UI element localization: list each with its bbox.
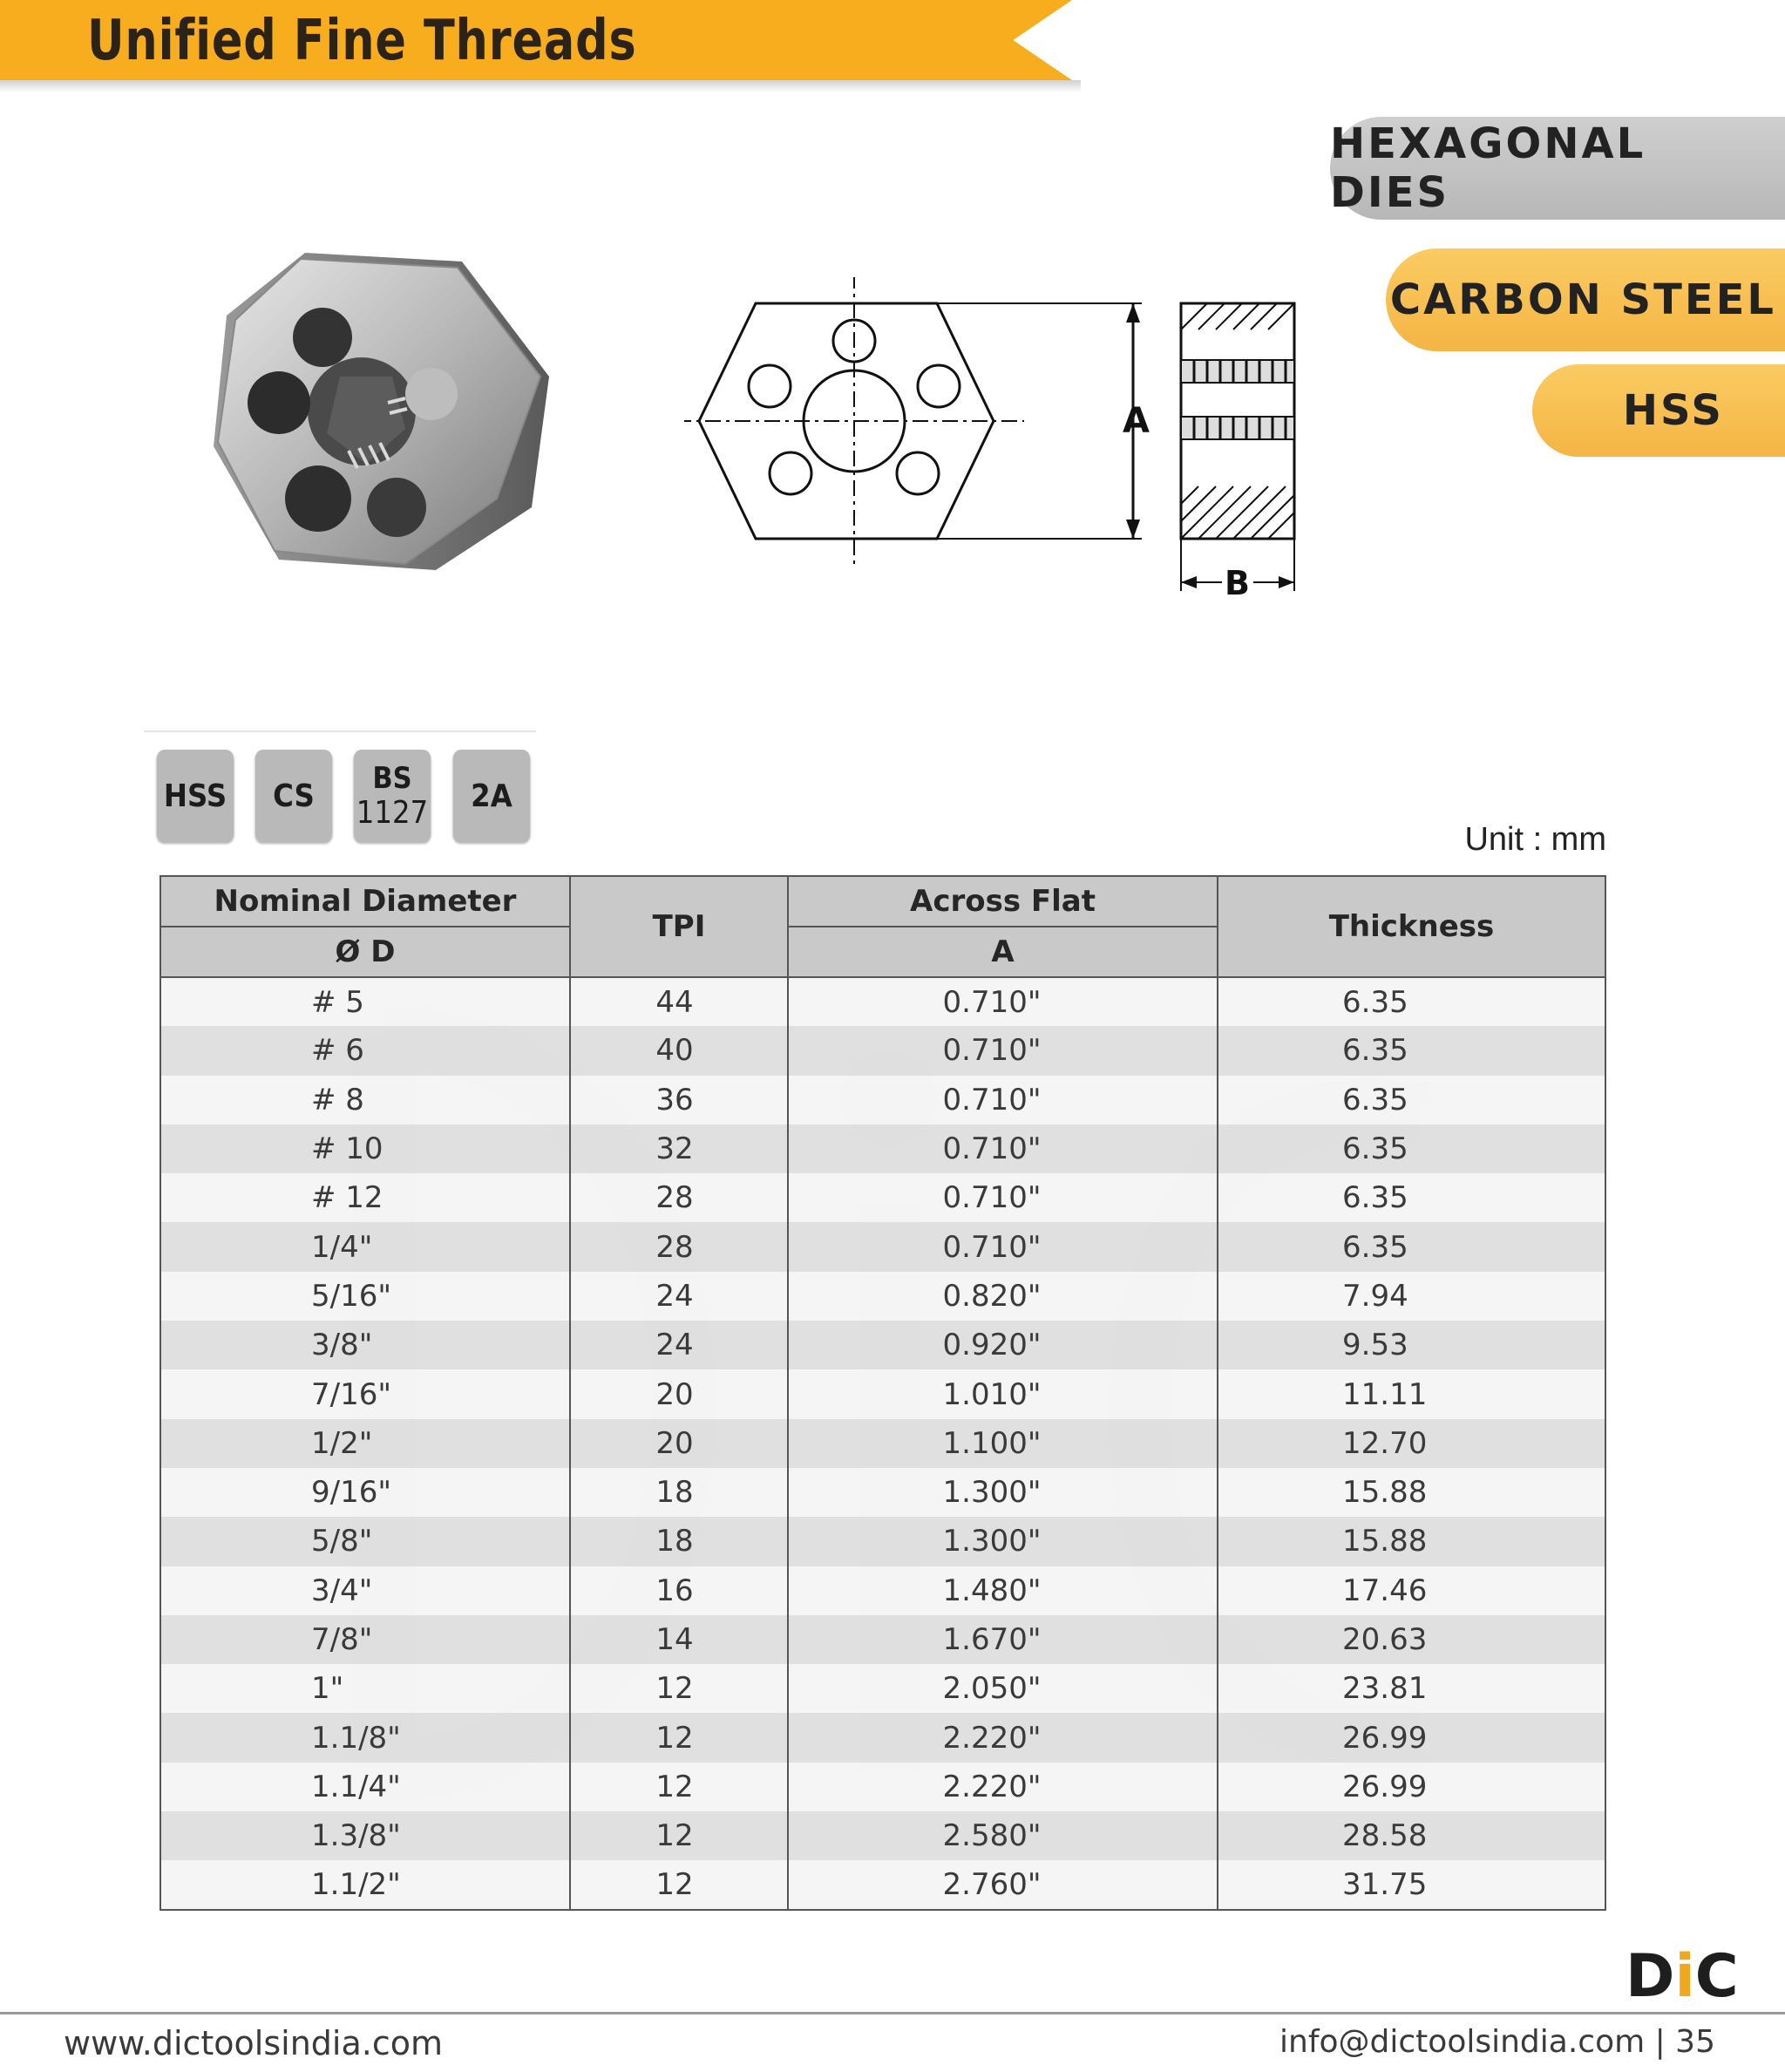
- cell-across-flat: 1.300": [788, 1468, 1218, 1517]
- table-row: [160, 1860, 1605, 1909]
- badge-bs-label: BS: [372, 761, 412, 796]
- cell-tpi: 12: [570, 1811, 788, 1860]
- cell-nominal-diameter: 9/16": [160, 1468, 570, 1517]
- table-row: [160, 1419, 1605, 1468]
- cell-thickness: 7.94: [1218, 1272, 1605, 1321]
- cell-nominal-diameter: 1.1/8": [160, 1713, 570, 1762]
- header-nominal-diameter: Nominal Diameter: [160, 876, 570, 927]
- cell-across-flat: 0.820": [788, 1272, 1218, 1321]
- logo-letter-i: i: [1674, 1942, 1695, 2011]
- cell-tpi: 28: [570, 1173, 788, 1222]
- table-row: [160, 1763, 1605, 1811]
- cell-thickness: 6.35: [1218, 1076, 1605, 1124]
- cell-thickness: 6.35: [1218, 1173, 1605, 1222]
- badge-cs-label: CS: [273, 778, 315, 814]
- cell-thickness: 26.99: [1218, 1713, 1605, 1762]
- badge-hss: [157, 750, 234, 842]
- cell-tpi: 12: [570, 1763, 788, 1811]
- cell-across-flat: 0.710": [788, 1026, 1218, 1075]
- cell-across-flat: 0.710": [788, 1173, 1218, 1222]
- tag-carbon-steel: [1386, 248, 1785, 351]
- footer-divider: [0, 2012, 1785, 2014]
- table-row: [160, 1076, 1605, 1124]
- badge-2a-label: 2A: [471, 778, 512, 814]
- table-row: [160, 1811, 1605, 1860]
- dimension-b-label: B: [1225, 564, 1250, 602]
- cell-nominal-diameter: 1/2": [160, 1419, 570, 1468]
- badge-2a: [453, 750, 530, 842]
- title-banner-shadow: [0, 80, 1081, 92]
- header-across-flat: Across Flat: [788, 876, 1218, 927]
- table-row: [160, 1272, 1605, 1321]
- cell-tpi: 18: [570, 1517, 788, 1566]
- cell-nominal-diameter: 1.1/2": [160, 1860, 570, 1909]
- cell-tpi: 40: [570, 1026, 788, 1075]
- cell-nominal-diameter: 7/8": [160, 1615, 570, 1664]
- badge-bs-1127: [354, 750, 431, 842]
- cell-thickness: 15.88: [1218, 1468, 1605, 1517]
- cell-thickness: 9.53: [1218, 1321, 1605, 1369]
- cell-tpi: 28: [570, 1222, 788, 1271]
- cell-across-flat: 0.710": [788, 1124, 1218, 1173]
- table-row: [160, 1664, 1605, 1713]
- table-row: [160, 1321, 1605, 1369]
- header-tpi: TPI: [570, 876, 788, 977]
- table-row: [160, 1468, 1605, 1517]
- cell-thickness: 6.35: [1218, 1124, 1605, 1173]
- cell-thickness: 12.70: [1218, 1419, 1605, 1468]
- cell-tpi: 44: [570, 977, 788, 1026]
- cell-tpi: 16: [570, 1566, 788, 1615]
- table-row: [160, 1713, 1605, 1762]
- dimension-a-label: A: [1123, 401, 1150, 441]
- cell-thickness: 26.99: [1218, 1763, 1605, 1811]
- cell-nominal-diameter: 3/8": [160, 1321, 570, 1369]
- cell-tpi: 20: [570, 1419, 788, 1468]
- table-row: [160, 1173, 1605, 1222]
- table-row: [160, 1124, 1605, 1173]
- cell-tpi: 12: [570, 1713, 788, 1762]
- tag-hss-label: HSS: [1622, 386, 1724, 435]
- cell-tpi: 20: [570, 1369, 788, 1418]
- cell-nominal-diameter: 1/4": [160, 1222, 570, 1271]
- cell-nominal-diameter: # 6: [160, 1026, 570, 1075]
- cell-thickness: 6.35: [1218, 1026, 1605, 1075]
- cell-nominal-diameter: 1.3/8": [160, 1811, 570, 1860]
- table-row: [160, 1026, 1605, 1075]
- table-header-row: [160, 876, 1605, 927]
- cell-nominal-diameter: # 12: [160, 1173, 570, 1222]
- cell-thickness: 6.35: [1218, 1222, 1605, 1271]
- cell-nominal-diameter: # 8: [160, 1076, 570, 1124]
- cell-across-flat: 1.670": [788, 1615, 1218, 1664]
- cell-nominal-diameter: # 5: [160, 977, 570, 1026]
- badge-divider: [144, 730, 536, 732]
- cell-across-flat: 0.920": [788, 1321, 1218, 1369]
- cell-tpi: 24: [570, 1272, 788, 1321]
- cell-tpi: 36: [570, 1076, 788, 1124]
- logo-letter-d: D: [1626, 1942, 1675, 2011]
- header-diameter-symbol: Ø D: [160, 927, 570, 977]
- cell-thickness: 31.75: [1218, 1860, 1605, 1909]
- thread-spec-table-wrapper: [159, 875, 1606, 1911]
- tag-hexagonal-dies-label: HEXAGONAL DIES: [1330, 119, 1646, 217]
- page-title: Unified Fine Threads: [87, 9, 637, 73]
- cell-across-flat: 2.760": [788, 1860, 1218, 1909]
- logo-letter-c: C: [1694, 1942, 1739, 2011]
- cell-across-flat: 1.480": [788, 1566, 1218, 1615]
- cell-across-flat: 0.710": [788, 1222, 1218, 1271]
- cell-nominal-diameter: 1.1/4": [160, 1763, 570, 1811]
- thread-spec-table: [159, 875, 1606, 1911]
- cell-nominal-diameter: 3/4": [160, 1566, 570, 1615]
- footer-contact: info@dictoolsindia.com | 35: [1279, 2024, 1715, 2060]
- tag-hss: [1532, 364, 1785, 457]
- cell-thickness: 20.63: [1218, 1615, 1605, 1664]
- cell-across-flat: 2.050": [788, 1664, 1218, 1713]
- cell-across-flat: 2.220": [788, 1713, 1218, 1762]
- table-row: [160, 977, 1605, 1026]
- badge-bs-number: 1127: [356, 795, 429, 831]
- cell-across-flat: 1.300": [788, 1517, 1218, 1566]
- cell-tpi: 24: [570, 1321, 788, 1369]
- footer-website: www.dictoolsindia.com: [64, 2024, 443, 2062]
- cell-tpi: 12: [570, 1860, 788, 1909]
- cell-thickness: 15.88: [1218, 1517, 1605, 1566]
- table-row: [160, 1615, 1605, 1664]
- cell-thickness: 23.81: [1218, 1664, 1605, 1713]
- table-row: [160, 1566, 1605, 1615]
- cell-tpi: 18: [570, 1468, 788, 1517]
- cell-nominal-diameter: 7/16": [160, 1369, 570, 1418]
- cell-nominal-diameter: 1": [160, 1664, 570, 1713]
- dic-logo: [1626, 1942, 1739, 2011]
- table-row: [160, 1517, 1605, 1566]
- badge-hss-label: HSS: [163, 778, 227, 814]
- cell-tpi: 14: [570, 1615, 788, 1664]
- cell-across-flat: 2.580": [788, 1811, 1218, 1860]
- cell-across-flat: 1.100": [788, 1419, 1218, 1468]
- tag-hexagonal-dies: [1330, 117, 1785, 220]
- cell-nominal-diameter: # 10: [160, 1124, 570, 1173]
- cell-across-flat: 2.220": [788, 1763, 1218, 1811]
- cell-thickness: 28.58: [1218, 1811, 1605, 1860]
- cell-tpi: 12: [570, 1664, 788, 1713]
- cell-across-flat: 0.710": [788, 1076, 1218, 1124]
- cell-nominal-diameter: 5/16": [160, 1272, 570, 1321]
- hexagonal-die-drawing: [684, 277, 1303, 604]
- unit-label: Unit : mm: [1464, 821, 1606, 858]
- cell-thickness: 17.46: [1218, 1566, 1605, 1615]
- cell-thickness: 6.35: [1218, 977, 1605, 1026]
- table-body: [160, 977, 1605, 1910]
- cell-tpi: 32: [570, 1124, 788, 1173]
- cell-across-flat: 0.710": [788, 977, 1218, 1026]
- cell-across-flat: 1.010": [788, 1369, 1218, 1418]
- cell-thickness: 11.11: [1218, 1369, 1605, 1418]
- header-across-flat-a: A: [788, 927, 1218, 977]
- table-row: [160, 1222, 1605, 1271]
- hexagonal-die-photo: [209, 246, 558, 581]
- badge-cs: [255, 750, 332, 842]
- table-row: [160, 1369, 1605, 1418]
- cell-nominal-diameter: 5/8": [160, 1517, 570, 1566]
- tag-carbon-steel-label: CARBON STEEL: [1389, 275, 1776, 324]
- header-thickness: Thickness: [1218, 876, 1605, 977]
